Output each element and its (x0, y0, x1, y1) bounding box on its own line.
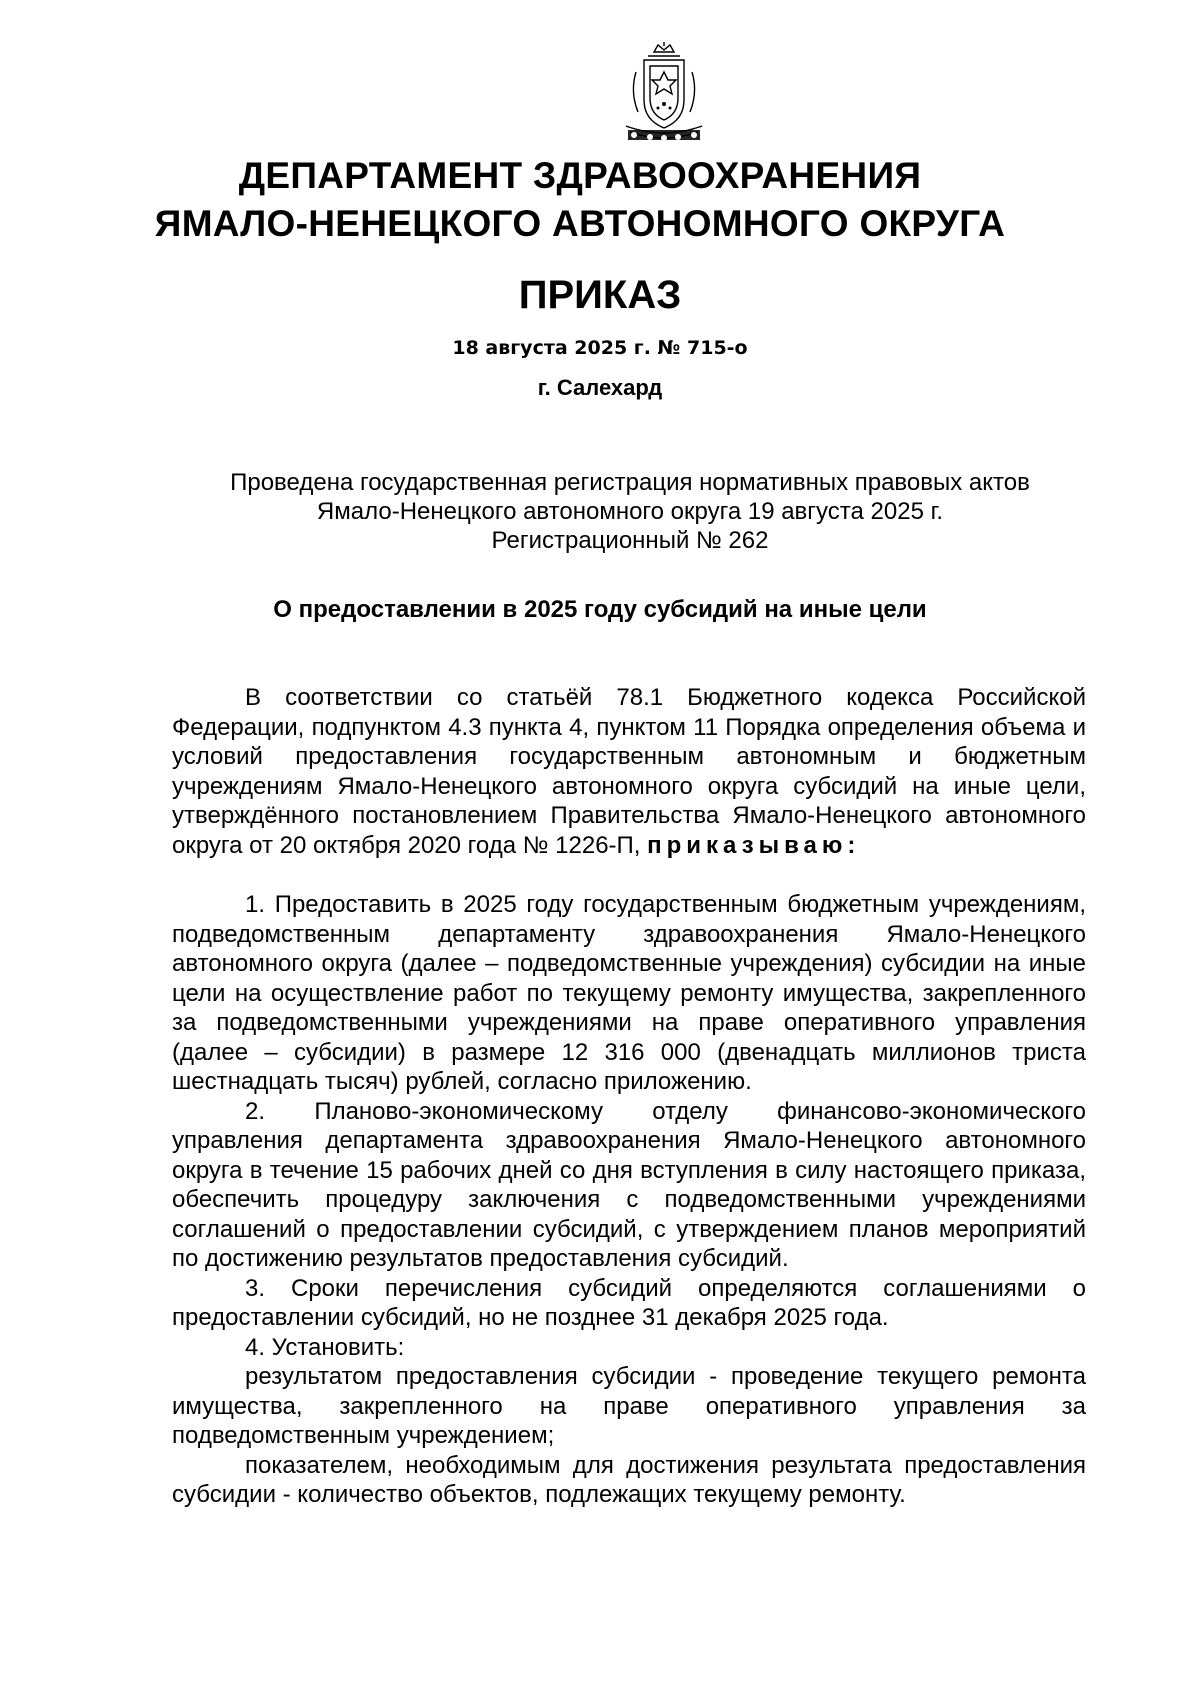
order-body (172, 683, 1086, 1510)
registration-notice (170, 468, 1090, 555)
paragraph-3: 3. Сроки перечисления субсидий определяются соглашениями о предоставлении субсидий, но не позднее 31 декабря 2025 года. (172, 1274, 1086, 1331)
order-subject: О предоставлении в 2025 году субсидий на иные цели (273, 596, 927, 623)
order-date-number: 18 августа 2025 г. № 715-о (452, 337, 748, 359)
decree-word: приказываю: (647, 831, 861, 859)
registration-line1: Проведена государственная регистрация нормативных правовых актов (230, 469, 1030, 496)
registration-line2: Ямало-Ненецкого автономного округа 19 августа 2025 г. (316, 498, 944, 525)
preamble-text: В соответствии со статьёй 78.1 Бюджетного кодекса Российской Федерации, подпунктом 4.3 пункта 4, пунктом 11 Порядка определения объема и условий предоставления государственным автономным и бюджетным учреждениям Ямало-Ненецкого автономного округа субсидий на иные цели, утверждённого постановлением Правительства Ямало-Ненецкого автономного округа от 20 октября 2020 года № 1226-П, (172, 684, 1086, 859)
order-city: г. Салехард (537, 375, 663, 400)
preamble-paragraph (172, 683, 1086, 860)
paragraph-4: 4. Установить: (245, 1333, 405, 1361)
paragraph-4-indicator: показателем, необходимым для достижения результата предоставления субсидии - количество объектов, подлежащих текущему ремонту. (172, 1451, 1086, 1508)
order-title: ПРИКАЗ (518, 273, 682, 317)
paragraph-2: 2. Планово-экономическому отделу финансово-экономического управления департамента здравоохранения Ямало-Ненецкого автономного округа в течение 15 рабочих дней со дня вступления в силу настоящего приказа, обеспечить процедуру заключения с подведомственными учреждениями соглашений о предоставлении субсидий, с утверждением планов мероприятий по достижению результатов предоставления субсидий. (172, 1097, 1086, 1272)
coat-of-arms-emblem (620, 42, 708, 148)
registration-line3: Регистрационный № 262 (491, 527, 769, 554)
paragraph-1: 1. Предоставить в 2025 году государственным бюджетным учреждениям, подведомственным департаменту здравоохранения Ямало-Ненецкого автономного округа (далее – подведомственные учреждения) субсидии на иные цели на осуществление работ по текущему ремонту имущества, закрепленного за подведомственными учреждениями на праве оперативного управления (далее – субсидии) в размере 12 316 000 (двенадцать миллионов триста шестнадцать тысяч) рублей, согласно приложению. (172, 891, 1086, 1095)
department-name-line2: ЯМАЛО-НЕНЕЦКОГО АВТОНОМНОГО ОКРУГА (154, 203, 1006, 244)
department-name (80, 152, 1080, 248)
department-name-line1: ДЕПАРТАМЕНТ ЗДРАВООХРАНЕНИЯ (238, 155, 922, 196)
paragraph-4-result: результатом предоставления субсидии - проведение текущего ремонта имущества, закрепленного на праве оперативного управления за подведомственным учреждением; (172, 1363, 1086, 1449)
